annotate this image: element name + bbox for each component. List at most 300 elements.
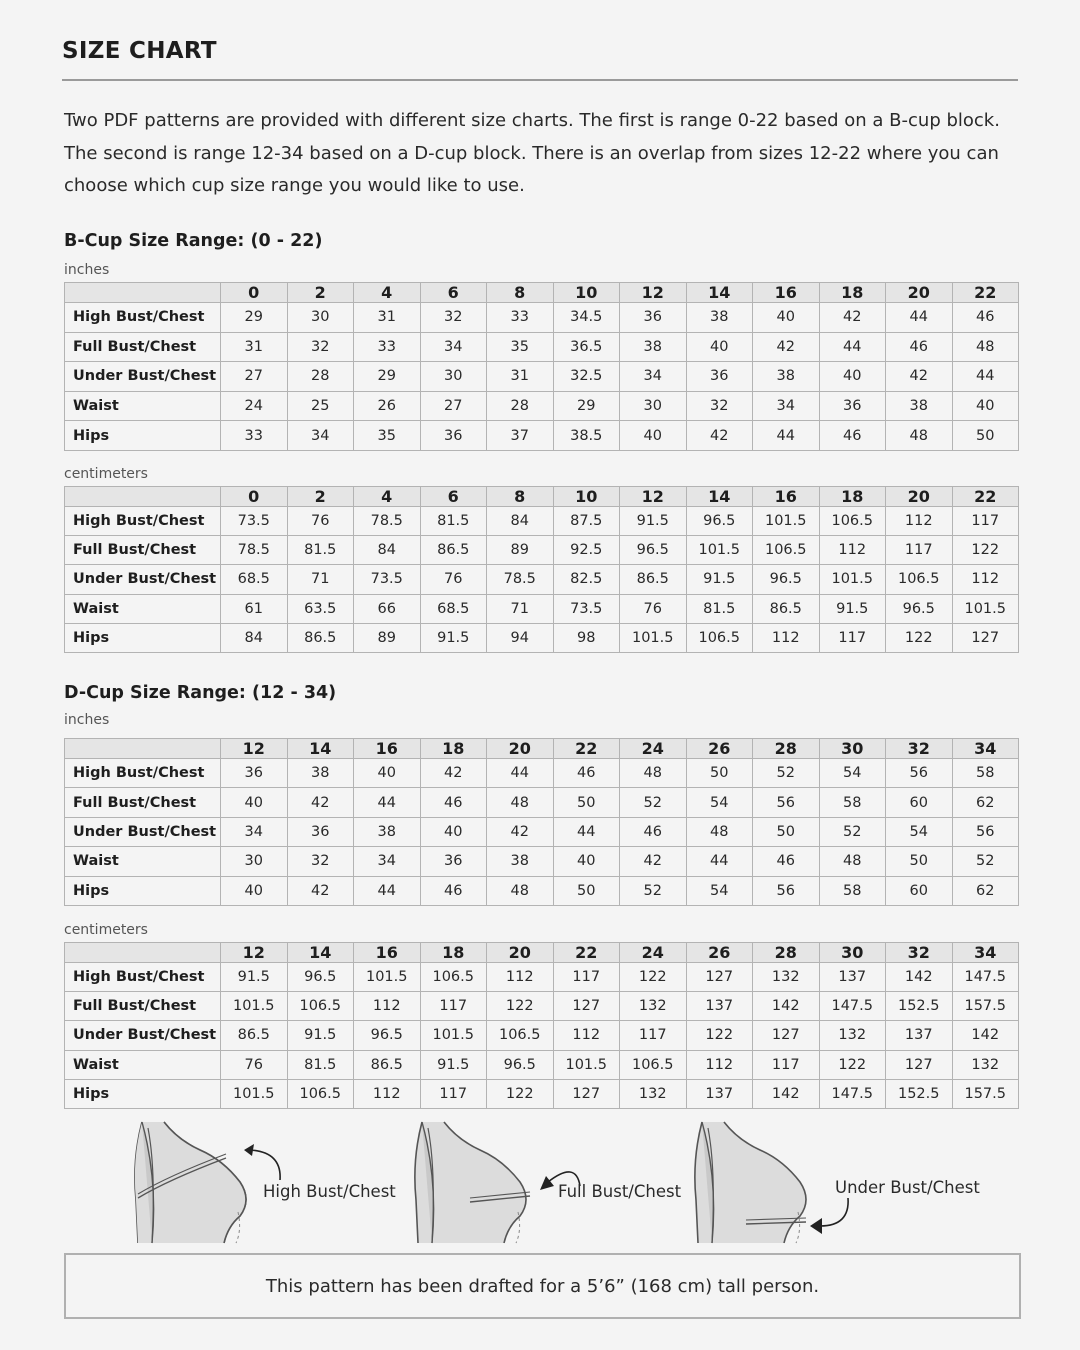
measurement-cell: 86.5 <box>420 536 487 565</box>
measurement-cell: 27 <box>221 362 288 392</box>
measurement-cell: 28 <box>287 362 354 392</box>
measurement-cell: 58 <box>819 876 886 905</box>
size-header-cell: 10 <box>553 283 620 303</box>
measurement-cell: 81.5 <box>420 507 487 536</box>
high-bust-figure <box>128 1120 408 1245</box>
measurement-cell: 122 <box>487 1079 554 1108</box>
measurement-cell: 36 <box>420 421 487 451</box>
measurement-cell: 127 <box>553 1079 620 1108</box>
measurement-cell: 86.5 <box>221 1021 288 1050</box>
measurement-cell: 84 <box>354 536 421 565</box>
measurement-cell: 50 <box>886 847 953 876</box>
row-label: Full Bust/Chest <box>65 788 221 817</box>
measurement-cell: 46 <box>819 421 886 451</box>
measurement-cell: 71 <box>487 594 554 623</box>
measurement-cell: 61 <box>221 594 288 623</box>
measurement-cell: 52 <box>952 847 1019 876</box>
measurement-cell: 91.5 <box>420 623 487 652</box>
size-header-cell: 4 <box>354 283 421 303</box>
measurement-cell: 91.5 <box>686 565 753 594</box>
measurement-cell: 56 <box>952 817 1019 846</box>
measurement-cell: 50 <box>952 421 1019 451</box>
measurement-cell: 112 <box>753 623 820 652</box>
measurement-cell: 38 <box>753 362 820 392</box>
measurement-cell: 31 <box>487 362 554 392</box>
measurement-cell: 62 <box>952 788 1019 817</box>
measurement-cell: 38 <box>487 847 554 876</box>
measurement-cell: 34 <box>287 421 354 451</box>
row-label: High Bust/Chest <box>65 507 221 536</box>
full-bust-figure-icon <box>408 1120 548 1245</box>
measurement-cell: 73.5 <box>221 507 288 536</box>
measurement-cell: 127 <box>952 623 1019 652</box>
measurement-cell: 106.5 <box>620 1050 687 1079</box>
measurement-cell: 147.5 <box>952 963 1019 992</box>
measurement-cell: 117 <box>420 992 487 1021</box>
measurement-cell: 132 <box>753 963 820 992</box>
measurement-cell: 106.5 <box>287 992 354 1021</box>
measurement-cell: 34 <box>620 362 687 392</box>
size-header-cell: 14 <box>287 739 354 759</box>
measurement-cell: 96.5 <box>753 565 820 594</box>
measurement-cell: 44 <box>354 788 421 817</box>
measurement-cell: 44 <box>354 876 421 905</box>
measurement-cell: 132 <box>819 1021 886 1050</box>
measurement-cell: 50 <box>753 817 820 846</box>
measurement-cell: 40 <box>553 847 620 876</box>
measurement-cell: 132 <box>620 1079 687 1108</box>
measurement-cell: 152.5 <box>886 1079 953 1108</box>
table-row <box>65 536 1019 565</box>
size-header-cell: 30 <box>819 943 886 963</box>
measurement-cell: 33 <box>221 421 288 451</box>
measurement-cell: 29 <box>553 391 620 421</box>
row-label: Full Bust/Chest <box>65 332 221 362</box>
size-header-cell: 32 <box>886 943 953 963</box>
row-label: Full Bust/Chest <box>65 992 221 1021</box>
measurement-cell: 122 <box>952 536 1019 565</box>
bcup-inches-table <box>64 282 1019 451</box>
measurement-cell: 76 <box>420 565 487 594</box>
measurement-cell: 106.5 <box>287 1079 354 1108</box>
measurement-cell: 34 <box>221 817 288 846</box>
measurement-cell: 81.5 <box>287 1050 354 1079</box>
measurement-cell: 101.5 <box>553 1050 620 1079</box>
measurement-cell: 73.5 <box>354 565 421 594</box>
measurement-cell: 76 <box>620 594 687 623</box>
measurement-cell: 96.5 <box>886 594 953 623</box>
measurement-cell: 46 <box>420 788 487 817</box>
measurement-cell: 81.5 <box>287 536 354 565</box>
size-header-cell: 24 <box>620 943 687 963</box>
measurement-cell: 32 <box>420 303 487 333</box>
measurement-cell: 37 <box>487 421 554 451</box>
measurement-cell: 142 <box>952 1021 1019 1050</box>
measurement-cell: 127 <box>686 963 753 992</box>
measurement-cell: 38 <box>886 391 953 421</box>
size-header-cell: 32 <box>886 739 953 759</box>
table-row <box>65 623 1019 652</box>
measurement-cell: 50 <box>553 876 620 905</box>
measurement-cell: 29 <box>354 362 421 392</box>
measurement-cell: 25 <box>287 391 354 421</box>
measurement-cell: 106.5 <box>420 963 487 992</box>
measurement-cell: 42 <box>620 847 687 876</box>
measurement-cell: 48 <box>819 847 886 876</box>
measurement-cell: 86.5 <box>354 1050 421 1079</box>
measurement-cell: 44 <box>952 362 1019 392</box>
measurement-cell: 44 <box>487 759 554 788</box>
row-label: Waist <box>65 594 221 623</box>
measurement-cell: 54 <box>886 817 953 846</box>
measurement-cell: 112 <box>354 992 421 1021</box>
measurement-cell: 117 <box>753 1050 820 1079</box>
bcup-cm-unit-label: centimeters <box>64 466 148 482</box>
measurement-cell: 30 <box>420 362 487 392</box>
measurement-cell: 71 <box>287 565 354 594</box>
measurement-cell: 137 <box>686 1079 753 1108</box>
size-header-cell: 24 <box>620 739 687 759</box>
measurement-cell: 68.5 <box>420 594 487 623</box>
table-corner-cell <box>65 943 221 963</box>
measurement-cell: 40 <box>221 788 288 817</box>
size-header-cell: 16 <box>753 283 820 303</box>
measurement-cell: 92.5 <box>553 536 620 565</box>
measurement-cell: 58 <box>952 759 1019 788</box>
high-bust-figure-icon <box>128 1120 268 1245</box>
measurement-cell: 117 <box>886 536 953 565</box>
row-label: Under Bust/Chest <box>65 1021 221 1050</box>
size-header-cell: 20 <box>886 487 953 507</box>
measurement-cell: 46 <box>753 847 820 876</box>
measurement-cell: 56 <box>753 876 820 905</box>
size-header-cell: 12 <box>221 739 288 759</box>
measurement-cell: 87.5 <box>553 507 620 536</box>
measurement-cell: 122 <box>487 992 554 1021</box>
measurement-cell: 96.5 <box>487 1050 554 1079</box>
size-header-cell: 14 <box>287 943 354 963</box>
measurement-cell: 112 <box>952 565 1019 594</box>
measurement-cell: 56 <box>753 788 820 817</box>
under-bust-figure <box>688 1120 988 1245</box>
measurement-cell: 42 <box>886 362 953 392</box>
size-header-cell: 2 <box>287 487 354 507</box>
measurement-cell: 40 <box>686 332 753 362</box>
measurement-cell: 52 <box>753 759 820 788</box>
measurement-cell: 40 <box>620 421 687 451</box>
measurement-cell: 29 <box>221 303 288 333</box>
row-label: Under Bust/Chest <box>65 565 221 594</box>
measurement-cell: 40 <box>952 391 1019 421</box>
measurement-cell: 42 <box>753 332 820 362</box>
size-header-cell: 10 <box>553 487 620 507</box>
measurement-cell: 147.5 <box>819 1079 886 1108</box>
measurement-cell: 112 <box>354 1079 421 1108</box>
measurement-cell: 34 <box>753 391 820 421</box>
measurement-cell: 68.5 <box>221 565 288 594</box>
measurement-cell: 46 <box>620 817 687 846</box>
bcup-cm-table <box>64 486 1019 653</box>
measurement-cell: 101.5 <box>221 992 288 1021</box>
table-row <box>65 421 1019 451</box>
measurement-cell: 46 <box>420 876 487 905</box>
measurement-cell: 33 <box>354 332 421 362</box>
measurement-cell: 101.5 <box>620 623 687 652</box>
measurement-cell: 34 <box>420 332 487 362</box>
table-row <box>65 1021 1019 1050</box>
table-row <box>65 963 1019 992</box>
table-row <box>65 507 1019 536</box>
size-header-cell: 26 <box>686 943 753 963</box>
measurement-cell: 137 <box>686 992 753 1021</box>
table-row <box>65 876 1019 905</box>
size-header-cell: 34 <box>952 943 1019 963</box>
high-bust-label: High Bust/Chest <box>263 1182 396 1201</box>
measurement-cell: 157.5 <box>952 1079 1019 1108</box>
measurement-cell: 50 <box>686 759 753 788</box>
measurement-cell: 44 <box>753 421 820 451</box>
measurement-cell: 122 <box>886 623 953 652</box>
measurement-cell: 112 <box>686 1050 753 1079</box>
measurement-cell: 112 <box>819 536 886 565</box>
measurement-cell: 35 <box>354 421 421 451</box>
table-row <box>65 1079 1019 1108</box>
measurement-cell: 38 <box>287 759 354 788</box>
measurement-cell: 48 <box>620 759 687 788</box>
size-header-cell: 0 <box>221 283 288 303</box>
size-header-cell: 2 <box>287 283 354 303</box>
measurement-cell: 46 <box>553 759 620 788</box>
measurement-cell: 137 <box>886 1021 953 1050</box>
measurement-cell: 40 <box>221 876 288 905</box>
measurement-cell: 48 <box>487 876 554 905</box>
size-header-cell: 18 <box>420 943 487 963</box>
measurement-cell: 60 <box>886 876 953 905</box>
row-label: High Bust/Chest <box>65 759 221 788</box>
measurement-cell: 58 <box>819 788 886 817</box>
measurement-cell: 132 <box>620 992 687 1021</box>
measurement-cell: 117 <box>420 1079 487 1108</box>
measurement-cell: 91.5 <box>620 507 687 536</box>
measurement-cell: 34.5 <box>553 303 620 333</box>
measurement-cell: 91.5 <box>420 1050 487 1079</box>
measurement-cell: 42 <box>287 876 354 905</box>
measurement-cell: 42 <box>819 303 886 333</box>
measurement-cell: 127 <box>553 992 620 1021</box>
measurement-cell: 44 <box>886 303 953 333</box>
measurement-cell: 48 <box>487 788 554 817</box>
height-note-text: This pattern has been drafted for a 5’6” (168 cm) tall person. <box>265 1275 820 1297</box>
measurement-cell: 30 <box>221 847 288 876</box>
height-note <box>64 1253 1021 1319</box>
measurement-cell: 30 <box>620 391 687 421</box>
measurement-cell: 91.5 <box>819 594 886 623</box>
size-header-cell: 14 <box>686 283 753 303</box>
measurement-cell: 112 <box>553 1021 620 1050</box>
dcup-cm-table <box>64 942 1019 1109</box>
measurement-cell: 30 <box>287 303 354 333</box>
measurement-cell: 54 <box>686 876 753 905</box>
measurement-cell: 101.5 <box>952 594 1019 623</box>
measurement-cell: 117 <box>620 1021 687 1050</box>
measurement-cell: 122 <box>620 963 687 992</box>
measurement-cell: 63.5 <box>287 594 354 623</box>
measurement-cell: 46 <box>886 332 953 362</box>
measurement-cell: 112 <box>487 963 554 992</box>
measurement-cell: 127 <box>753 1021 820 1050</box>
measurement-cell: 32 <box>287 847 354 876</box>
measurement-cell: 76 <box>287 507 354 536</box>
row-label: Under Bust/Chest <box>65 362 221 392</box>
table-row <box>65 817 1019 846</box>
measurement-cell: 52 <box>819 817 886 846</box>
measurement-cell: 122 <box>686 1021 753 1050</box>
size-header-cell: 26 <box>686 739 753 759</box>
measurement-cell: 31 <box>221 332 288 362</box>
size-header-cell: 16 <box>354 739 421 759</box>
size-header-cell: 34 <box>952 739 1019 759</box>
measurement-cell: 78.5 <box>354 507 421 536</box>
measurement-cell: 142 <box>886 963 953 992</box>
size-header-cell: 16 <box>753 487 820 507</box>
measurement-cell: 36 <box>620 303 687 333</box>
measurement-cell: 60 <box>886 788 953 817</box>
size-header-cell: 4 <box>354 487 421 507</box>
measurement-cell: 35 <box>487 332 554 362</box>
measurement-cell: 101.5 <box>819 565 886 594</box>
full-bust-figure <box>408 1120 688 1245</box>
measurement-cell: 101.5 <box>686 536 753 565</box>
size-header-cell: 12 <box>620 487 687 507</box>
size-header-cell: 22 <box>553 739 620 759</box>
measurement-cell: 96.5 <box>686 507 753 536</box>
row-label: Full Bust/Chest <box>65 536 221 565</box>
measurement-cell: 117 <box>819 623 886 652</box>
row-label: Hips <box>65 876 221 905</box>
measurement-cell: 106.5 <box>886 565 953 594</box>
measurement-cell: 106.5 <box>686 623 753 652</box>
measurement-cell: 40 <box>420 817 487 846</box>
measurement-cell: 48 <box>886 421 953 451</box>
size-header-cell: 12 <box>221 943 288 963</box>
row-label: Hips <box>65 421 221 451</box>
row-label: Waist <box>65 847 221 876</box>
row-label: High Bust/Chest <box>65 963 221 992</box>
table-row <box>65 362 1019 392</box>
dcup-inches-unit-label: inches <box>64 712 110 728</box>
measurement-cell: 31 <box>354 303 421 333</box>
measurement-cell: 86.5 <box>287 623 354 652</box>
dcup-cm-unit-label: centimeters <box>64 922 148 938</box>
measurement-cell: 52 <box>620 876 687 905</box>
measurement-cell: 34 <box>354 847 421 876</box>
measurement-cell: 24 <box>221 391 288 421</box>
measurement-cell: 44 <box>819 332 886 362</box>
measurement-cell: 96.5 <box>287 963 354 992</box>
measurement-cell: 106.5 <box>753 536 820 565</box>
measurement-cell: 42 <box>686 421 753 451</box>
row-label: Waist <box>65 391 221 421</box>
table-corner-cell <box>65 487 221 507</box>
arrow-icon <box>806 1196 856 1236</box>
measurement-cell: 84 <box>487 507 554 536</box>
measurement-cell: 50 <box>553 788 620 817</box>
measurement-cell: 42 <box>487 817 554 846</box>
size-header-cell: 30 <box>819 739 886 759</box>
measurement-cell: 142 <box>753 992 820 1021</box>
measurement-cell: 86.5 <box>620 565 687 594</box>
measurement-cell: 127 <box>886 1050 953 1079</box>
row-label: Hips <box>65 623 221 652</box>
measurement-cell: 38 <box>686 303 753 333</box>
measurement-cell: 62 <box>952 876 1019 905</box>
measurement-cell: 56 <box>886 759 953 788</box>
full-bust-label: Full Bust/Chest <box>558 1182 682 1201</box>
measurement-cell: 98 <box>553 623 620 652</box>
measurement-cell: 142 <box>753 1079 820 1108</box>
table-row <box>65 332 1019 362</box>
measurement-cell: 32 <box>686 391 753 421</box>
measurement-cell: 38.5 <box>553 421 620 451</box>
measurement-cell: 36 <box>221 759 288 788</box>
measurement-cell: 101.5 <box>753 507 820 536</box>
size-header-cell: 28 <box>753 943 820 963</box>
size-header-cell: 20 <box>886 283 953 303</box>
size-header-cell: 6 <box>420 487 487 507</box>
size-header-cell: 8 <box>487 487 554 507</box>
measurement-cell: 44 <box>553 817 620 846</box>
size-header-cell: 22 <box>952 283 1019 303</box>
measurement-cell: 36 <box>686 362 753 392</box>
measurement-cell: 147.5 <box>819 992 886 1021</box>
table-row <box>65 788 1019 817</box>
dcup-inches-table <box>64 738 1019 906</box>
size-header-cell: 22 <box>553 943 620 963</box>
measurement-cell: 89 <box>354 623 421 652</box>
measurement-cell: 91.5 <box>287 1021 354 1050</box>
measurement-cell: 52 <box>620 788 687 817</box>
size-header-cell: 16 <box>354 943 421 963</box>
measurement-cell: 101.5 <box>354 963 421 992</box>
measurement-cell: 46 <box>952 303 1019 333</box>
measurement-cell: 117 <box>553 963 620 992</box>
table-row <box>65 992 1019 1021</box>
table-row <box>65 303 1019 333</box>
measurement-cell: 33 <box>487 303 554 333</box>
table-row <box>65 1050 1019 1079</box>
size-header-cell: 20 <box>487 739 554 759</box>
table-row <box>65 847 1019 876</box>
page-title: SIZE CHART <box>62 38 217 64</box>
measurement-cell: 132 <box>952 1050 1019 1079</box>
measurement-cell: 42 <box>287 788 354 817</box>
measurement-cell: 101.5 <box>221 1079 288 1108</box>
measurement-cell: 84 <box>221 623 288 652</box>
size-header-cell: 20 <box>487 943 554 963</box>
size-header-cell: 8 <box>487 283 554 303</box>
measurement-cell: 48 <box>952 332 1019 362</box>
measurement-cell: 54 <box>686 788 753 817</box>
measurement-cell: 81.5 <box>686 594 753 623</box>
measurement-cell: 106.5 <box>819 507 886 536</box>
measurement-cell: 28 <box>487 391 554 421</box>
measurement-cell: 106.5 <box>487 1021 554 1050</box>
measurement-cell: 137 <box>819 963 886 992</box>
measurement-cell: 157.5 <box>952 992 1019 1021</box>
measurement-cell: 96.5 <box>620 536 687 565</box>
measurement-cell: 42 <box>420 759 487 788</box>
size-header-cell: 22 <box>952 487 1019 507</box>
